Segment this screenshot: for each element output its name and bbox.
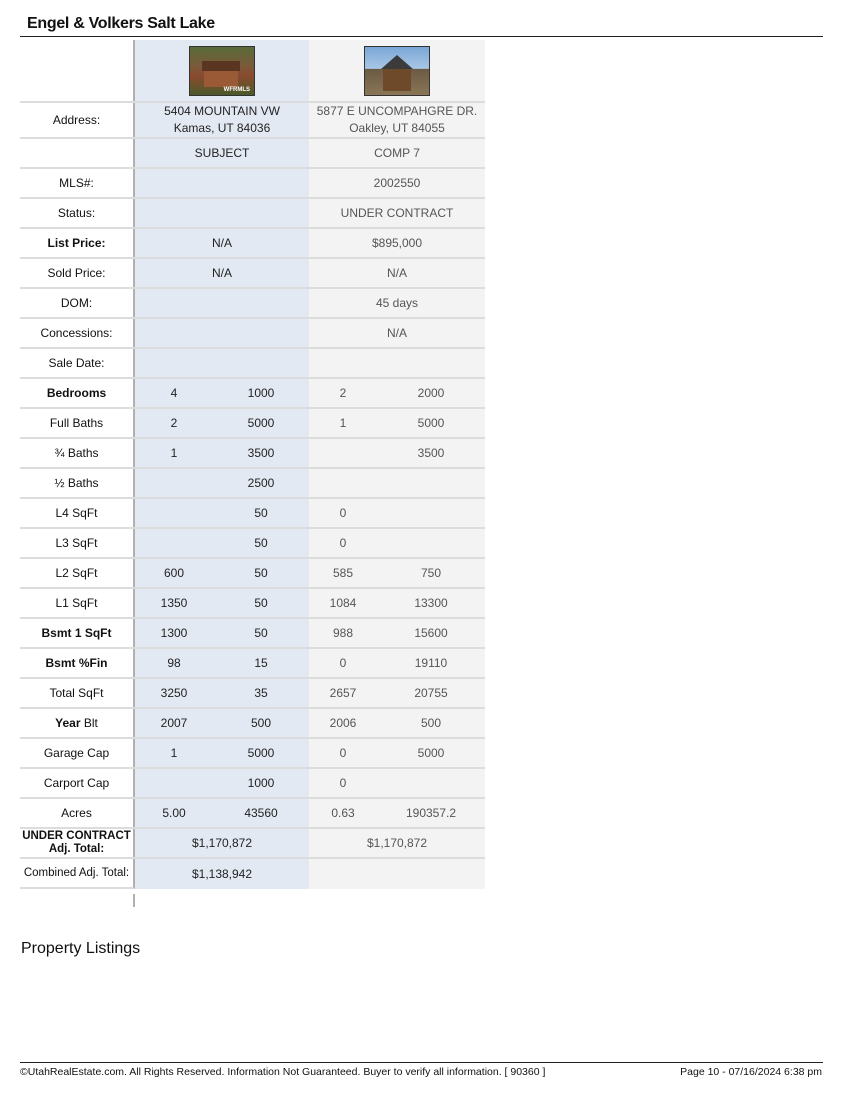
subject-mls bbox=[135, 169, 309, 197]
footer-copyright: ©UtahRealEstate.com. All Rights Reserved. Information Not Guaranteed. Buyer to verify all information. [ 90360 ] bbox=[20, 1066, 546, 1078]
acres-row bbox=[20, 799, 485, 829]
column-label-blank bbox=[20, 139, 135, 167]
comp-bedrooms-adj: 2000 bbox=[417, 386, 445, 400]
comp-l1-sqft-value: 1084 bbox=[329, 596, 357, 610]
subject-year-built bbox=[135, 709, 309, 737]
full-baths-label: Full Baths bbox=[20, 409, 135, 437]
comp-address bbox=[309, 103, 485, 137]
comp-full-baths-value: 1 bbox=[339, 416, 347, 430]
report-title: Engel & Volkers Salt Lake bbox=[27, 15, 215, 32]
mls-label: MLS#: bbox=[20, 169, 135, 197]
concessions-row bbox=[20, 319, 485, 349]
subject-garage-cap-value: 1 bbox=[170, 746, 178, 760]
garage-cap-row bbox=[20, 739, 485, 769]
comp-address-line1: 5877 E UNCOMPAHGRE DR. bbox=[316, 104, 478, 118]
footer-divider bbox=[20, 1062, 823, 1063]
subject-three-quarter-baths-value: 1 bbox=[170, 446, 178, 460]
subject-l1-sqft-value: 1350 bbox=[160, 596, 188, 610]
address-row bbox=[20, 103, 485, 139]
comp-l2-sqft-adj: 750 bbox=[420, 566, 442, 580]
comp-bedrooms-value: 2 bbox=[339, 386, 347, 400]
l4-sqft-row bbox=[20, 499, 485, 529]
bsmt1-sqft-row bbox=[20, 619, 485, 649]
comp-full-baths bbox=[309, 409, 485, 437]
comp-total-sqft-value: 2657 bbox=[329, 686, 357, 700]
comp-l3-sqft bbox=[309, 529, 485, 557]
subject-total-sqft-value: 3250 bbox=[160, 686, 188, 700]
subject-l4-sqft-adj: 50 bbox=[254, 506, 268, 520]
subject-acres-value: 5.00 bbox=[162, 806, 186, 820]
subject-bsmt-fin-value: 98 bbox=[167, 656, 181, 670]
total-sqft-row bbox=[20, 679, 485, 709]
comp-bsmt-fin-value: 0 bbox=[339, 656, 347, 670]
comp-acres bbox=[309, 799, 485, 827]
year-built-label-rest: Blt bbox=[80, 716, 98, 730]
subject-acres bbox=[135, 799, 309, 827]
l3-sqft-row bbox=[20, 529, 485, 559]
subject-full-baths bbox=[135, 409, 309, 437]
comparison-grid bbox=[20, 40, 485, 889]
comp-three-quarter-baths bbox=[309, 439, 485, 467]
photos-row-label bbox=[20, 40, 135, 101]
half-baths-label: ½ Baths bbox=[20, 469, 135, 497]
bedrooms-label: Bedrooms bbox=[20, 379, 135, 407]
l1-sqft-label: L1 SqFt bbox=[20, 589, 135, 617]
comp-photo-cell bbox=[309, 40, 485, 101]
sale-date-row bbox=[20, 349, 485, 379]
comp-year-built-value: 2006 bbox=[329, 716, 357, 730]
subject-photo[interactable] bbox=[189, 46, 255, 96]
subject-garage-cap bbox=[135, 739, 309, 767]
comp-total-sqft bbox=[309, 679, 485, 707]
subject-list-price: N/A bbox=[135, 229, 309, 257]
subject-sale-date bbox=[135, 349, 309, 377]
comp-year-built bbox=[309, 709, 485, 737]
comp-mls: 2002550 bbox=[309, 169, 485, 197]
year-built-label-bold: Year bbox=[55, 716, 81, 730]
comp-sale-date bbox=[309, 349, 485, 377]
photos-row bbox=[20, 40, 485, 103]
header-divider bbox=[20, 36, 823, 37]
comp-carport-cap-value: 0 bbox=[339, 776, 347, 790]
subject-bsmt-fin-adj: 15 bbox=[254, 656, 268, 670]
sale-date-label: Sale Date: bbox=[20, 349, 135, 377]
subject-l2-sqft bbox=[135, 559, 309, 587]
total-sqft-label: Total SqFt bbox=[20, 679, 135, 707]
sold-price-row bbox=[20, 259, 485, 289]
subject-concessions bbox=[135, 319, 309, 347]
subject-year-built-value: 2007 bbox=[160, 716, 188, 730]
subject-l2-sqft-value: 600 bbox=[163, 566, 185, 580]
status-row bbox=[20, 199, 485, 229]
concessions-label: Concessions: bbox=[20, 319, 135, 347]
subject-bsmt1-sqft-value: 1300 bbox=[160, 626, 188, 640]
subject-l4-sqft bbox=[135, 499, 309, 527]
comp-bsmt1-sqft-adj: 15600 bbox=[414, 626, 448, 640]
address-label: Address: bbox=[20, 103, 135, 137]
comp-sold-price: N/A bbox=[309, 259, 485, 287]
subject-address-line2: Kamas, UT 84036 bbox=[173, 121, 271, 135]
subject-acres-adj: 43560 bbox=[244, 806, 278, 820]
bsmt-fin-label: Bsmt %Fin bbox=[20, 649, 135, 677]
comp-bsmt1-sqft bbox=[309, 619, 485, 647]
combined-adj-row bbox=[20, 859, 485, 889]
half-baths-row bbox=[20, 469, 485, 499]
subject-l1-sqft-adj: 50 bbox=[254, 596, 268, 610]
subject-total-sqft bbox=[135, 679, 309, 707]
comp-garage-cap-value: 0 bbox=[339, 746, 347, 760]
comp-dom: 45 days bbox=[309, 289, 485, 317]
subject-three-quarter-baths bbox=[135, 439, 309, 467]
comp-l1-sqft-adj: 13300 bbox=[414, 596, 448, 610]
comp-garage-cap bbox=[309, 739, 485, 767]
subject-half-baths bbox=[135, 469, 309, 497]
comp-l1-sqft bbox=[309, 589, 485, 617]
three-quarter-baths-row bbox=[20, 439, 485, 469]
comp-photo[interactable] bbox=[364, 46, 430, 96]
subject-bsmt1-sqft-adj: 50 bbox=[254, 626, 268, 640]
section-title: Property Listings bbox=[21, 940, 141, 957]
subject-l3-sqft-adj: 50 bbox=[254, 536, 268, 550]
comp-bedrooms bbox=[309, 379, 485, 407]
subject-total-sqft-adj: 35 bbox=[254, 686, 268, 700]
photo-watermark: WFRMLS bbox=[223, 86, 250, 93]
mls-row bbox=[20, 169, 485, 199]
subject-carport-cap-adj: 1000 bbox=[247, 776, 275, 790]
garage-cap-label: Garage Cap bbox=[20, 739, 135, 767]
comp-bsmt1-sqft-value: 988 bbox=[332, 626, 354, 640]
subject-combined-adj: $1,138,942 bbox=[135, 859, 309, 889]
comp-status: UNDER CONTRACT bbox=[309, 199, 485, 227]
comp-three-quarter-baths-adj: 3500 bbox=[417, 446, 445, 460]
l1-sqft-row bbox=[20, 589, 485, 619]
comp-bsmt-fin-adj: 19110 bbox=[414, 656, 448, 670]
dom-row bbox=[20, 289, 485, 319]
list-price-row bbox=[20, 229, 485, 259]
sold-price-label: Sold Price: bbox=[20, 259, 135, 287]
year-built-label bbox=[20, 709, 135, 737]
subject-bedrooms-value: 4 bbox=[170, 386, 178, 400]
subject-l3-sqft bbox=[135, 529, 309, 557]
comp-garage-cap-adj: 5000 bbox=[417, 746, 445, 760]
subject-three-quarter-baths-adj: 3500 bbox=[247, 446, 275, 460]
comp-under-contract-adj: $1,170,872 bbox=[309, 829, 485, 857]
column-label-row bbox=[20, 139, 485, 169]
subject-address bbox=[135, 103, 309, 137]
carport-cap-row bbox=[20, 769, 485, 799]
three-quarter-baths-label: ¾ Baths bbox=[20, 439, 135, 467]
bedrooms-row bbox=[20, 379, 485, 409]
subject-bsmt-fin bbox=[135, 649, 309, 677]
comp-total-sqft-adj: 20755 bbox=[414, 686, 448, 700]
comp-half-baths bbox=[309, 469, 485, 497]
l3-sqft-label: L3 SqFt bbox=[20, 529, 135, 557]
bsmt-fin-row bbox=[20, 649, 485, 679]
comp-year-built-adj: 500 bbox=[420, 716, 442, 730]
subject-l1-sqft bbox=[135, 589, 309, 617]
subject-photo-cell bbox=[135, 40, 309, 101]
l4-sqft-label: L4 SqFt bbox=[20, 499, 135, 527]
year-built-row bbox=[20, 709, 485, 739]
subject-l2-sqft-adj: 50 bbox=[254, 566, 268, 580]
subject-full-baths-adj: 5000 bbox=[247, 416, 275, 430]
acres-label: Acres bbox=[20, 799, 135, 827]
comp-l2-sqft-value: 585 bbox=[332, 566, 354, 580]
subject-year-built-adj: 500 bbox=[250, 716, 272, 730]
bsmt1-sqft-label: Bsmt 1 SqFt bbox=[20, 619, 135, 647]
comp-concessions: N/A bbox=[309, 319, 485, 347]
subject-garage-cap-adj: 5000 bbox=[247, 746, 275, 760]
list-price-label: List Price: bbox=[20, 229, 135, 257]
comp-full-baths-adj: 5000 bbox=[417, 416, 445, 430]
subject-half-baths-adj: 2500 bbox=[247, 476, 275, 490]
l2-sqft-row bbox=[20, 559, 485, 589]
combined-adj-label: Combined Adj. Total: bbox=[20, 859, 135, 889]
dom-label: DOM: bbox=[20, 289, 135, 317]
table-bottom-divider bbox=[133, 894, 135, 907]
subject-bedrooms-adj: 1000 bbox=[247, 386, 275, 400]
comp-address-line2: Oakley, UT 84055 bbox=[349, 121, 445, 135]
subject-sold-price: N/A bbox=[135, 259, 309, 287]
subject-bedrooms bbox=[135, 379, 309, 407]
under-contract-adj-label: UNDER CONTRACT Adj. Total: bbox=[20, 829, 135, 857]
subject-full-baths-value: 2 bbox=[170, 416, 178, 430]
subject-address-line1: 5404 MOUNTAIN VW bbox=[164, 104, 280, 118]
under-contract-adj-row bbox=[20, 829, 485, 859]
full-baths-row bbox=[20, 409, 485, 439]
subject-column-label: SUBJECT bbox=[135, 139, 309, 167]
status-label: Status: bbox=[20, 199, 135, 227]
comp-l4-sqft bbox=[309, 499, 485, 527]
comp-column-label: COMP 7 bbox=[309, 139, 485, 167]
comp-l3-sqft-value: 0 bbox=[339, 536, 347, 550]
carport-cap-label: Carport Cap bbox=[20, 769, 135, 797]
footer-page-info: Page 10 - 07/16/2024 6:38 pm bbox=[680, 1066, 822, 1078]
comp-carport-cap bbox=[309, 769, 485, 797]
subject-status bbox=[135, 199, 309, 227]
comp-bsmt-fin bbox=[309, 649, 485, 677]
comp-l4-sqft-value: 0 bbox=[339, 506, 347, 520]
subject-bsmt1-sqft bbox=[135, 619, 309, 647]
comp-list-price: $895,000 bbox=[309, 229, 485, 257]
subject-dom bbox=[135, 289, 309, 317]
subject-carport-cap bbox=[135, 769, 309, 797]
subject-under-contract-adj: $1,170,872 bbox=[135, 829, 309, 857]
comp-acres-adj: 190357.2 bbox=[405, 806, 457, 820]
comp-l2-sqft bbox=[309, 559, 485, 587]
comp-combined-adj bbox=[309, 859, 485, 889]
l2-sqft-label: L2 SqFt bbox=[20, 559, 135, 587]
comp-acres-value: 0.63 bbox=[331, 806, 355, 820]
